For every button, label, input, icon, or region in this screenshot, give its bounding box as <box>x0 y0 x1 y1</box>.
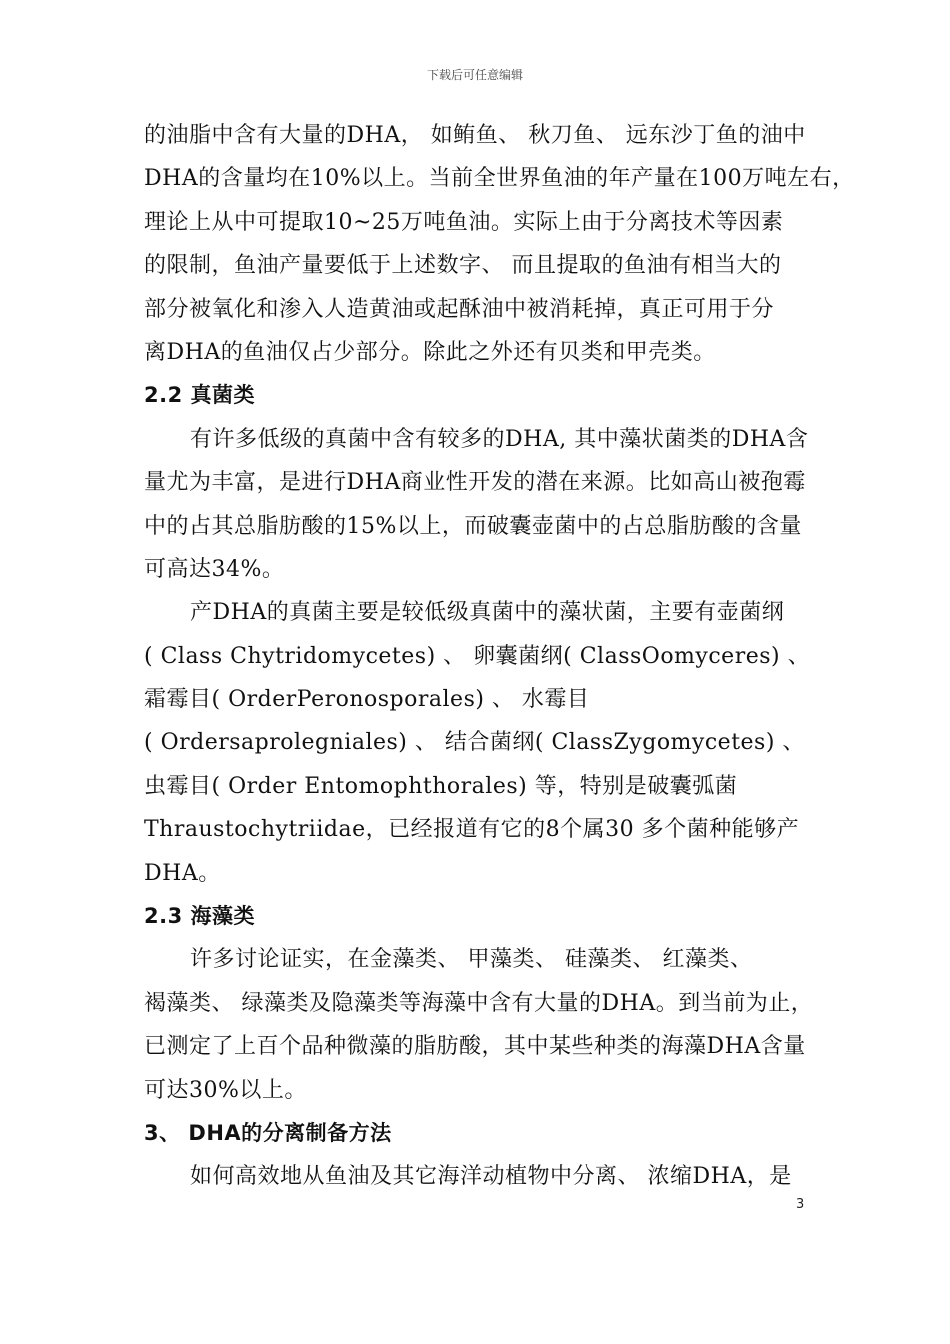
text-line: 产DHA的真菌主要是较低级真菌中的藻状菌，主要有壶菌纲 <box>190 600 785 626</box>
text-line: 褐藻类、 绿藻类及隐藻类等海藻中含有大量的DHA。到当前为止， <box>144 990 814 1016</box>
text-line: 量尤为丰富，是进行DHA商业性开发的潜在来源。比如高山被孢霉 <box>144 470 806 496</box>
text-line: 已测定了上百个品种微藻的脂肪酸，其中某些种类的海藻DHA含量 <box>144 1034 806 1060</box>
text-line: 离DHA的鱼油仅占少部分。除此之外还有贝类和甲壳类。 <box>144 339 716 365</box>
text-line: 的限制，鱼油产量要低于上述数字、 而且提取的鱼油有相当大的 <box>144 253 782 279</box>
page-header: 下载后可任意编辑 <box>426 68 523 82</box>
text-line: Thraustochytriidae，已经报道有它的8个属30 多个菌种能够产 <box>144 817 800 843</box>
text-line: 如何高效地从鱼油及其它海洋动植物中分离、 浓缩DHA，是 <box>190 1164 792 1190</box>
section-heading: 2.3 海藻类 <box>144 904 256 929</box>
document-body <box>144 114 855 1199</box>
text-line: 可达30%以上。 <box>144 1077 307 1103</box>
text-line: 霜霉目( OrderPeronosporales) 、 水霉目 <box>144 687 590 713</box>
text-line: 理论上从中可提取10~25万吨鱼油。实际上由于分离技术等因素 <box>144 209 784 235</box>
text-line: 有许多低级的真菌中含有较多的DHA, 其中藻状菌类的DHA含 <box>190 426 809 452</box>
text-line: 中的占其总脂肪酸的15%以上，而破囊壶菌中的占总脂肪酸的含量 <box>144 513 802 539</box>
text-line: 的油脂中含有大量的DHA， 如鲔鱼、 秋刀鱼、 远东沙丁鱼的油中 <box>144 123 806 148</box>
text-line: DHA的含量均在10%以上。当前全世界鱼油的年产量在100万吨左右， <box>144 166 855 192</box>
text-line: 部分被氧化和渗入人造黄油或起酥油中被消耗掉，真正可用于分 <box>144 296 775 322</box>
text-line: 可高达34%。 <box>144 556 285 582</box>
text-line: 许多讨论证实，在金藻类、 甲藻类、 硅藻类、 红藻类、 <box>190 947 753 973</box>
page-number: 3 <box>796 1197 805 1212</box>
section-heading: 3、 DHA的分离制备方法 <box>144 1120 392 1145</box>
section-heading: 2.2 真菌类 <box>144 383 256 408</box>
text-line: DHA。 <box>144 860 221 886</box>
text-line: 虫霉目( Order Entomophthorales) 等，特别是破囊弧菌 <box>144 773 738 799</box>
text-line: ( Class Chytridomycetes) 、 卵囊菌纲( ClassOomyceres) 、 <box>144 643 811 669</box>
text-line: ( Ordersaprolegniales) 、 结合菌纲( ClassZygomycetes) 、 <box>144 730 805 756</box>
